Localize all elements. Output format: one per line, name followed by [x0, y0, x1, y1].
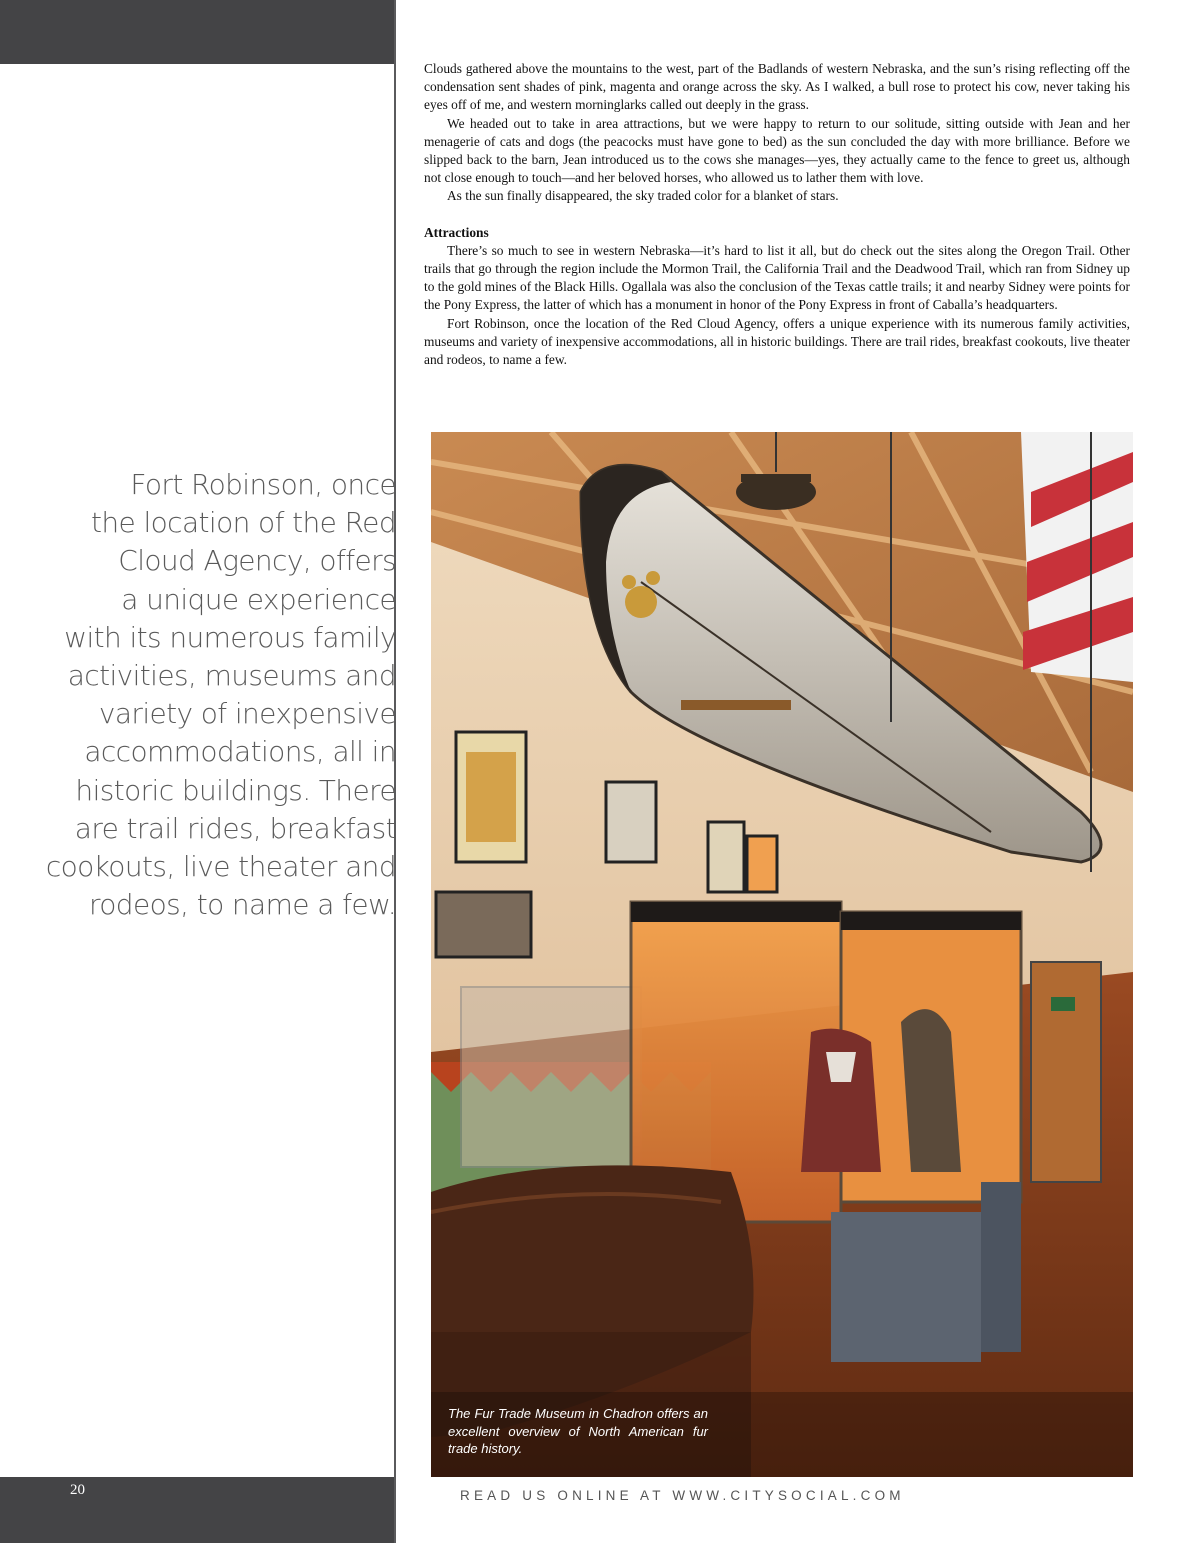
paragraph-spacer: [424, 206, 1130, 224]
photo-caption: The Fur Trade Museum in Chadron offers an excellent overview of North American fur trade history.: [448, 1406, 708, 1456]
pull-quote-line: Fort Robinson, once: [130, 468, 396, 501]
header-bar: [0, 0, 394, 64]
footer-bar: [0, 1477, 394, 1543]
page-number: 20: [70, 1482, 85, 1498]
pull-quote-line: accommodations, all in: [84, 735, 396, 769]
pull-quote: [30, 466, 396, 924]
article-paragraph: Fort Robinson, once the location of the Red Cloud Agency, offers a unique experience with its numerous family activities, museums and variety of inexpensive accommodations, all in historic buildings. There are trail rides, breakfast cookouts, live theater and rodeos, to name a few.: [424, 315, 1130, 368]
pull-quote-line: with its numerous family: [64, 620, 396, 654]
pull-quote-line: are trail rides, breakfast: [74, 811, 396, 845]
pull-quote-line: the location of the Red: [91, 506, 396, 540]
footer-url-text: READ US ONLINE AT WWW.CITYSOCIAL.COM: [460, 1488, 905, 1503]
pull-quote-line: activities, museums and: [67, 659, 396, 693]
pull-quote-line: a unique experience: [121, 582, 396, 616]
article-paragraph: We headed out to take in area attractions, but we were happy to return to our solitude, sitting outside with Jean and her menagerie of cats and dogs (the peacocks must have gone to bed) as the sun concluded the day with more brilliance. Before we slipped back to the barn, Jean introduced us to the cows she manages—yes, they actually came to the fence to greet us, although not close enough to touch—and her beloved horses, who allowed us to lather them with love.: [424, 115, 1130, 186]
pull-quote-line: rodeos, to name a few.: [88, 888, 396, 922]
article-body: [424, 60, 1130, 369]
article-paragraph: Clouds gathered above the mountains to the west, part of the Badlands of western Nebraska, and the sun’s rising reflecting off the condensation sent shades of pink, magenta and orange across the sky. As I walked, a bull rose to protect his cow, never taking his eyes off of me, and western morninglarks called out deeply in the grass.: [424, 61, 1130, 113]
pull-quote-line: cookouts, live theater and: [45, 850, 396, 884]
article-paragraph: There’s so much to see in western Nebraska—it’s hard to list it all, but do check out the sites along the Oregon Trail. Other trails that go through the region include the Mormon Trail, the California Trail and the Deadwood Trail, which ran from Sidney up to the gold mines of the Black Hills. Ogallala was also the conclusion of the Texas cattle trails; it and nearby Sidney were points for the Pony Express, the latter of which has a monument in honor of the Pony Express in front of Caballa’s headquarters.: [424, 242, 1130, 313]
pull-quote-line: Cloud Agency, offers: [118, 544, 396, 578]
pull-quote-line: variety of inexpensive: [98, 697, 396, 731]
article-paragraph: As the sun finally disappeared, the sky traded color for a blanket of stars.: [447, 188, 839, 204]
museum-photo: [431, 432, 1133, 1477]
pull-quote-line: historic buildings. There: [75, 773, 396, 807]
section-heading: Attractions: [424, 224, 489, 240]
